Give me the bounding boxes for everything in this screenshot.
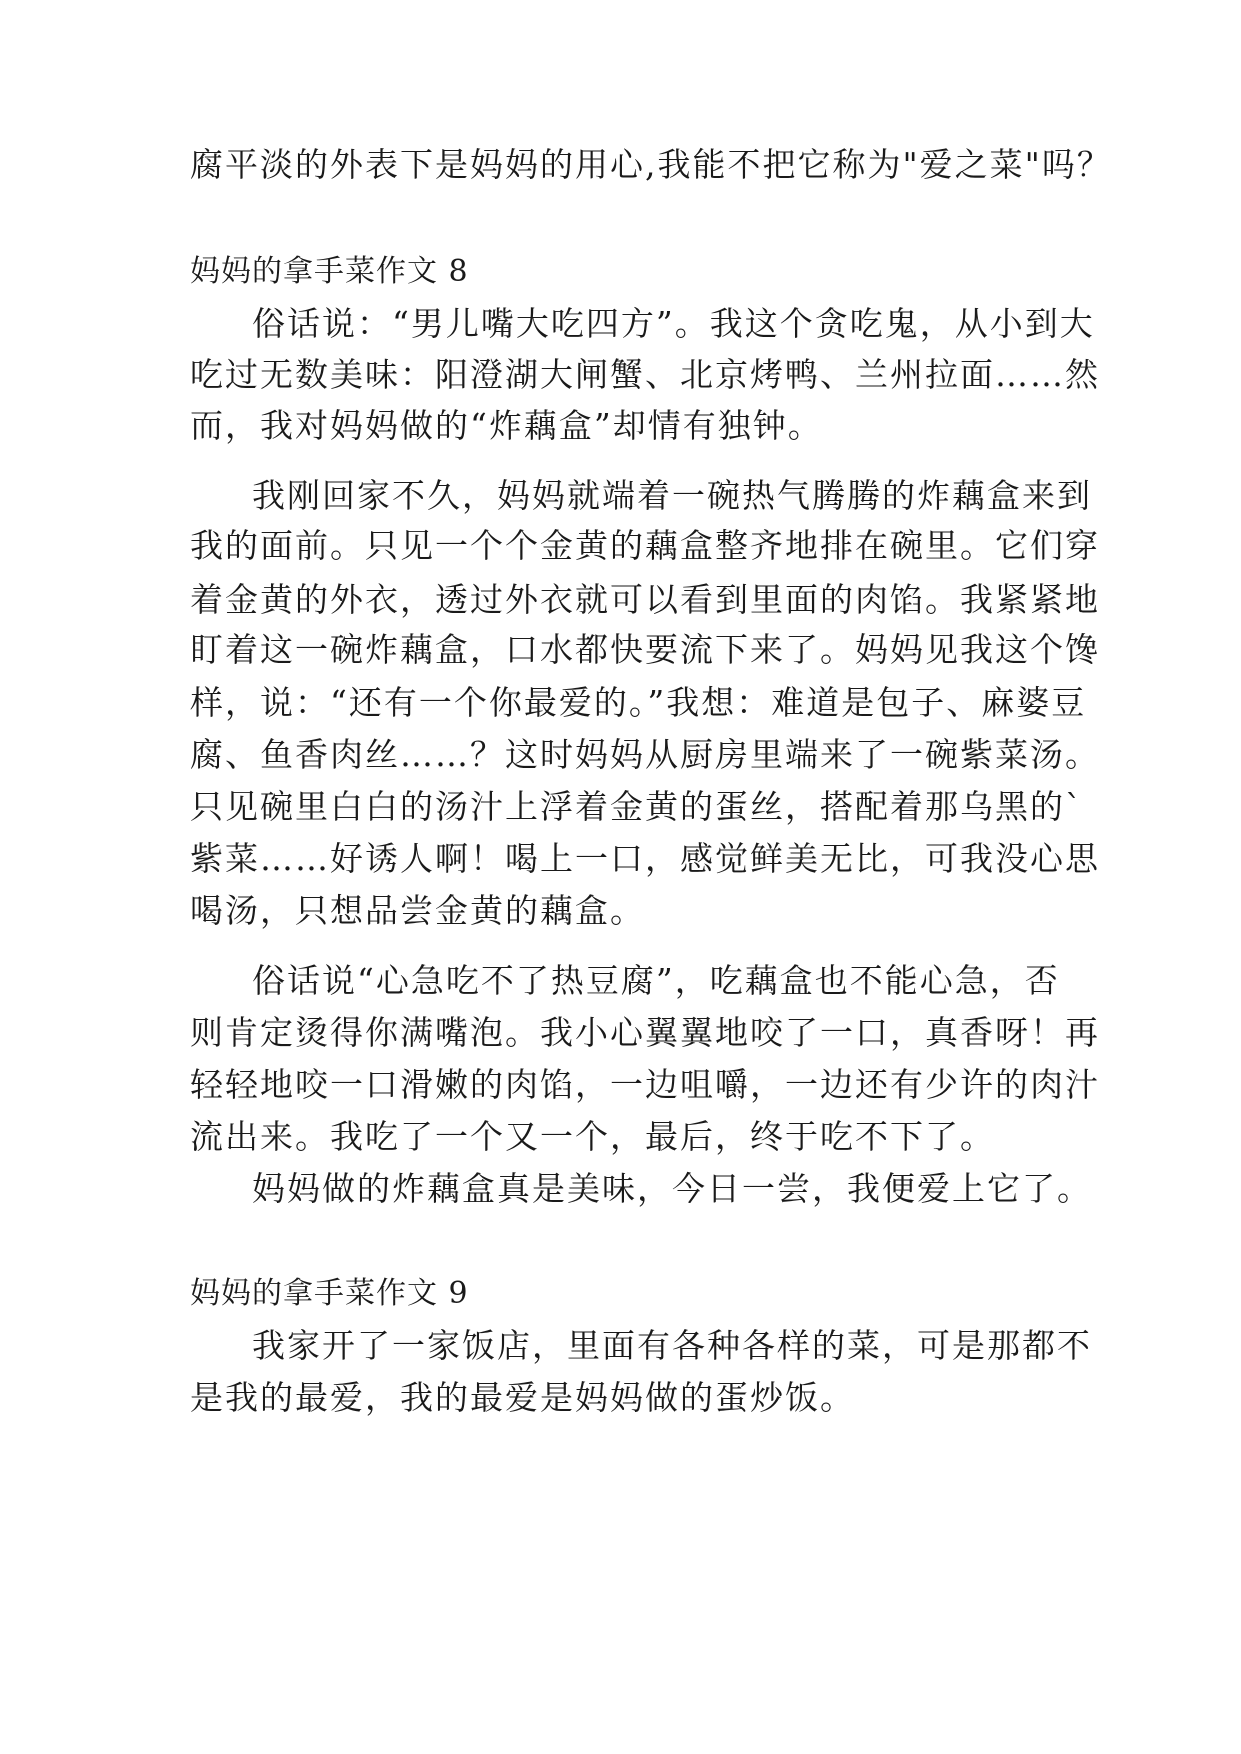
paragraph-line: 腐、鱼香肉丝……？这时妈妈从厨房里端来了一碗紫菜汤。 [190, 735, 1100, 774]
paragraph-line: 着金黄的外衣，透过外衣就可以看到里面的肉馅。我紧紧地 [190, 580, 1100, 619]
paragraph-line: 俗话说“心急吃不了热豆腐”，吃藕盒也不能心急，否 [252, 961, 1060, 1000]
section-8-title: 妈妈的拿手菜作文 8 [190, 254, 469, 289]
paragraph-line: 我刚回家不久，妈妈就端着一碗热气腾腾的炸藕盒来到 [252, 476, 1092, 515]
paragraph-line: 而，我对妈妈做的“炸藕盒”却情有独钟。 [190, 406, 823, 445]
paragraph-line: 喝汤，只想品尝金黄的藕盒。 [190, 891, 645, 930]
paragraph-line: 则肯定烫得你满嘴泡。我小心翼翼地咬了一口，真香呀！再 [190, 1013, 1100, 1052]
paragraph-line: 我家开了一家饭店，里面有各种各样的菜，可是那都不 [252, 1326, 1092, 1365]
paragraph-line: 只见碗里白白的汤汁上浮着金黄的蛋丝，搭配着那乌黑的` [190, 787, 1084, 826]
paragraph-line: 盯着这一碗炸藕盒，口水都快要流下来了。妈妈见我这个馋 [190, 630, 1100, 669]
paragraph-line: 我的面前。只见一个个金黄的藕盒整齐地排在碗里。它们穿 [190, 526, 1100, 565]
paragraph-line: 是我的最爱，我的最爱是妈妈做的蛋炒饭。 [190, 1378, 855, 1417]
paragraph-line: 样，说：“还有一个你最爱的。”我想：难道是包子、麻婆豆 [190, 683, 1087, 722]
paragraph-line: 妈妈做的炸藕盒真是美味，今日一尝，我便爱上它了。 [252, 1169, 1092, 1208]
paragraph-line: 轻轻地咬一口滑嫩的肉馅，一边咀嚼，一边还有少许的肉汁 [190, 1065, 1100, 1104]
paragraph-line: 俗话说：“男儿嘴大吃四方”。我这个贪吃鬼，从小到大 [252, 304, 1095, 343]
intro-line: 腐平淡的外表下是妈妈的用心,我能不把它称为"爱之菜"吗？ [190, 145, 1112, 184]
paragraph-line: 流出来。我吃了一个又一个，最后，终于吃不下了。 [190, 1117, 995, 1156]
paragraph-line: 紫菜……好诱人啊！喝上一口，感觉鲜美无比，可我没心思 [190, 839, 1100, 878]
paragraph-line: 吃过无数美味：阳澄湖大闸蟹、北京烤鸭、兰州拉面……然 [190, 355, 1100, 394]
section-9-title: 妈妈的拿手菜作文 9 [190, 1276, 469, 1311]
